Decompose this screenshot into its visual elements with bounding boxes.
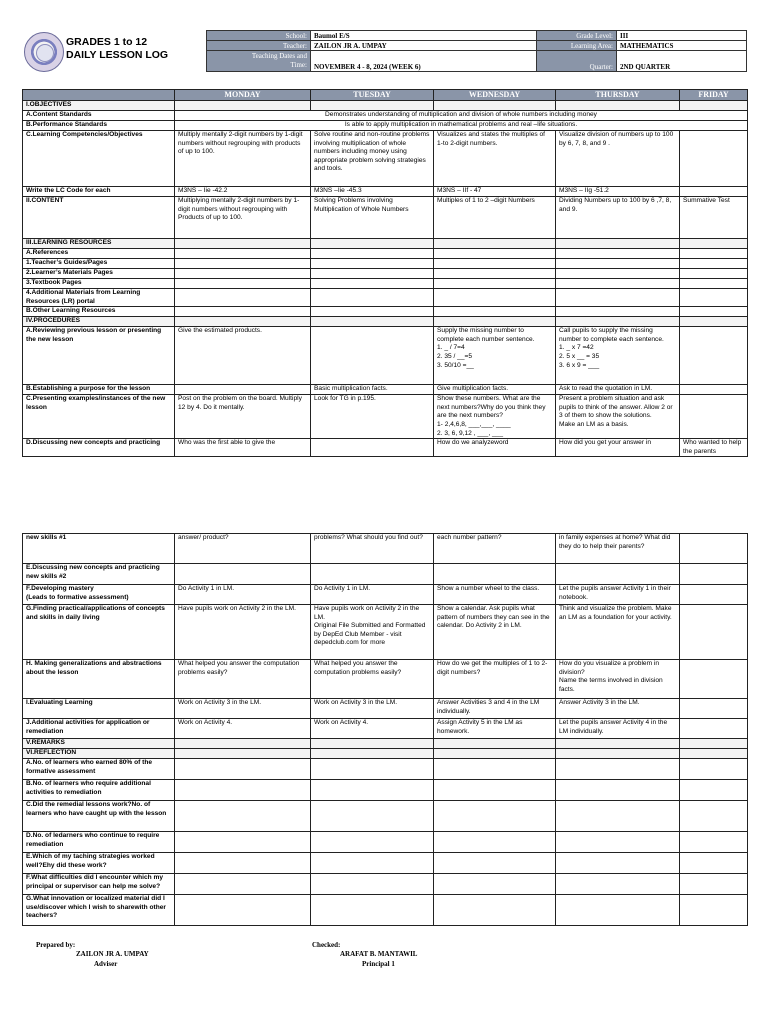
checked-by-label: Checked: [312, 941, 341, 949]
row-label: IV.PROCEDURES [23, 317, 175, 327]
row-label: I.Evaluating Learning [23, 699, 175, 719]
day-cell: Who wanted to help the parents [680, 439, 748, 457]
table-row [23, 439, 748, 457]
day-cell: M3NS – Iie -42.2 [175, 187, 311, 197]
grade-label: Grade Level: [537, 31, 617, 41]
day-cell [434, 289, 556, 307]
day-cell [311, 801, 434, 832]
day-cell [175, 259, 311, 269]
day-cell: Do Activity 1 in LM. [311, 585, 434, 605]
day-cell [680, 780, 748, 801]
day-cell: Present a problem situation and ask pupils to think of the answer. Allow 2 or 3 of them to show the solutions. Make an LM as a basis. [556, 395, 680, 439]
table-row [23, 395, 748, 439]
row-label: F.What difficulties did I encounter which my principal or supervisor can help me solve? [23, 874, 175, 895]
day-cell [680, 279, 748, 289]
day-cell [680, 385, 748, 395]
row-label: 3.Textbook Pages [23, 279, 175, 289]
day-cell [556, 239, 680, 249]
table-row [23, 197, 748, 239]
day-cell: Supply the missing number to complete each number sentence. 1. _ / 7=4 2. 35 / __=5 3. 50/10 =__ [434, 327, 556, 385]
day-cell: Visualizes and states the multiples of 1-to 2-digit numbers. [434, 131, 556, 187]
day-cell: Post on the problem on the board. Multiply 12 by 4. Do it mentally. [175, 395, 311, 439]
row-label: C.Presenting examples/instances of the new lesson [23, 395, 175, 439]
day-cell: Work on Activity 4. [311, 719, 434, 739]
day-cell: How did you get your answer in [556, 439, 680, 457]
day-cell: How do you visualize a problem in division? Name the terms involved in division facts. [556, 660, 680, 699]
day-cell [680, 395, 748, 439]
day-cell [311, 249, 434, 259]
day-cell [556, 307, 680, 317]
table-row [23, 853, 748, 874]
table-row [23, 131, 748, 187]
day-cell: Work on Activity 3 in the LM. [311, 699, 434, 719]
row-label: III.LEARNING RESOURCES [23, 239, 175, 249]
day-cell: Who was the first able to give the [175, 439, 311, 457]
day-cell: What helped you answer the computation problems easily? [311, 660, 434, 699]
day-cell [311, 749, 434, 759]
row-label: VI.REFLECTION [23, 749, 175, 759]
lesson-log-table-2 [22, 533, 748, 926]
row-label: 1.Teacher’s Guides/Pages [23, 259, 175, 269]
day-cell [556, 249, 680, 259]
day-cell [680, 239, 748, 249]
table-row [23, 605, 748, 660]
row-label: G.Finding practical/applications of concepts and skills in daily living [23, 605, 175, 660]
day-cell: Show these numbers. What are the next numbers?Why do you think they are the next numbers? 1- 2,4,6,8, ___,___, ____ 2. 3, 6, 9,12 , ___, ___ [434, 395, 556, 439]
day-header-monday: MONDAY [175, 90, 311, 101]
table-row [23, 719, 748, 739]
table-row [23, 749, 748, 759]
day-cell [434, 564, 556, 585]
day-header-friday: FRIDAY [680, 90, 748, 101]
day-cell [680, 259, 748, 269]
prepared-by-name: ZAILON JR A. UMPAY [76, 950, 149, 958]
day-cell [311, 739, 434, 749]
row-label: A.References [23, 249, 175, 259]
day-cell [680, 749, 748, 759]
table-row [23, 249, 748, 259]
day-cell [680, 719, 748, 739]
day-cell [434, 307, 556, 317]
row-label: B.Establishing a purpose for the lesson [23, 385, 175, 395]
day-cell: How do we get the multiples of 1 to 2-digit numbers? [434, 660, 556, 699]
row-label: new skills #1 [23, 534, 175, 564]
day-cell [680, 585, 748, 605]
row-label: B.No. of learners who require additional activities to remediation [23, 780, 175, 801]
row-label: 2.Learner’s Materials Pages [23, 269, 175, 279]
row-label: I.OBJECTIVES [23, 101, 175, 111]
day-cell [680, 131, 748, 187]
school-value: Baumol E/S [311, 31, 537, 41]
header-info-table [206, 30, 747, 72]
day-cell [680, 699, 748, 719]
day-cell [680, 853, 748, 874]
day-cell [434, 259, 556, 269]
day-cell: Do Activity 1 in LM. [175, 585, 311, 605]
day-cell: Give the estimated products. [175, 327, 311, 385]
day-cell [175, 832, 311, 853]
table-row [23, 327, 748, 385]
day-cell: M3NS – IIg -51.2 [556, 187, 680, 197]
day-cell: M3NS –Iie -45.3 [311, 187, 434, 197]
row-label: G.What innovation or localized material did I use/discover which I wish to sharewith other teachers? [23, 895, 175, 926]
day-cell [680, 187, 748, 197]
table-row [23, 759, 748, 780]
row-label: B.Performance Standards [23, 121, 175, 131]
day-cell [556, 853, 680, 874]
day-cell [434, 749, 556, 759]
day-cell [311, 239, 434, 249]
quarter-label: Quarter: [537, 51, 617, 72]
table-row [23, 279, 748, 289]
label-column-header [23, 90, 175, 101]
day-cell: Assign Activity 5 in the LM as homework. [434, 719, 556, 739]
day-cell [680, 759, 748, 780]
table-row [23, 895, 748, 926]
day-cell [175, 307, 311, 317]
day-cell [311, 289, 434, 307]
day-cell [311, 269, 434, 279]
school-label: School: [207, 31, 311, 41]
day-cell: Answer Activity 3 in the LM. [556, 699, 680, 719]
day-cell: in family expenses at home? What did they do to help their parents? [556, 534, 680, 564]
row-label: V.REMARKS [23, 739, 175, 749]
row-label: II.CONTENT [23, 197, 175, 239]
day-cell [556, 101, 680, 111]
prepared-by-role: Adviser [94, 960, 118, 968]
day-cell: Basic multiplication facts. [311, 385, 434, 395]
day-cell [434, 317, 556, 327]
day-header-wednesday: WEDNESDAY [434, 90, 556, 101]
day-cell [175, 385, 311, 395]
day-cell: Have pupils work on Activity 2 in the LM. Original File Submitted and Formatted by DepEd Club Member - visit depedclub.com for more [311, 605, 434, 660]
day-cell [680, 660, 748, 699]
title-line-1: GRADES 1 to 12 [66, 36, 148, 48]
day-cell [556, 780, 680, 801]
day-cell [311, 564, 434, 585]
row-label: H. Making generalizations and abstractions about the lesson [23, 660, 175, 699]
checked-by-name: ARAFAT B. MANTAWIL [340, 950, 418, 958]
grade-value: III [617, 31, 747, 41]
day-cell [175, 289, 311, 307]
day-cell: Work on Activity 4. [175, 719, 311, 739]
day-cell [556, 801, 680, 832]
day-cell: Think and visualize the problem. Make an LM as a foundation for your activity. [556, 605, 680, 660]
day-cell [311, 832, 434, 853]
day-cell [434, 269, 556, 279]
day-cell [311, 895, 434, 926]
table-row [23, 307, 748, 317]
teacher-value: ZAILON JR A. UMPAY [311, 41, 537, 51]
day-cell [311, 439, 434, 457]
day-cell [680, 832, 748, 853]
day-cell: Let the pupils answer Activity 1 in their notebook. [556, 585, 680, 605]
day-cell [434, 249, 556, 259]
row-label: D.Discussing new concepts and practicing [23, 439, 175, 457]
day-cell: Visualize division of numbers up to 100 by 6, 7, 8, and 9 . [556, 131, 680, 187]
day-cell: How do we analyzeword [434, 439, 556, 457]
table-row [23, 289, 748, 307]
dates-label: Teaching Dates and Time: [207, 51, 311, 72]
day-cell [311, 327, 434, 385]
day-cell [434, 895, 556, 926]
quarter-value: 2ND QUARTER [617, 51, 747, 72]
day-cell: Let the pupils answer Activity 4 in the LM individually. [556, 719, 680, 739]
day-cell [311, 101, 434, 111]
day-cell: Ask to read the quotation in LM. [556, 385, 680, 395]
area-label: Learning Area: [537, 41, 617, 51]
day-cell [175, 874, 311, 895]
day-cell: Give multiplication facts. [434, 385, 556, 395]
table-row [23, 699, 748, 719]
table-row [23, 534, 748, 564]
teacher-label: Teacher: [207, 41, 311, 51]
row-label: C.Did the remedial lessons work?No. of learners who have caught up with the lesson [23, 801, 175, 832]
day-cell: Call pupils to supply the missing number to complete each sentence. 1. _ x 7 =42 2. 5 x __ = 35 3. 6 x 9 = ___ [556, 327, 680, 385]
day-cell: Multiply mentally 2-digit numbers by 1-digit numbers without regrouping with products of up to 100. [175, 131, 311, 187]
day-cell [311, 279, 434, 289]
day-cell: each number pattern? [434, 534, 556, 564]
table-row [23, 585, 748, 605]
day-cell [556, 749, 680, 759]
day-cell [434, 101, 556, 111]
day-cell [311, 853, 434, 874]
deped-seal-icon [24, 32, 64, 72]
dates-value: NOVEMBER 4 - 8, 2024 (WEEK 6) [311, 51, 537, 72]
day-cell [175, 749, 311, 759]
day-cell [556, 739, 680, 749]
day-cell [434, 801, 556, 832]
day-cell: answer/ product? [175, 534, 311, 564]
day-cell [680, 895, 748, 926]
day-cell: Show a calendar. Ask pupils what pattern of numbers they can see in the calendar. Do Activity 2 in LM. [434, 605, 556, 660]
row-label: 4.Additional Materials from Learning Resources (LR) portal [23, 289, 175, 307]
day-cell [680, 317, 748, 327]
day-cell: Look for TG in p.195. [311, 395, 434, 439]
table-row [23, 564, 748, 585]
day-cell: Show a number wheel to the class. [434, 585, 556, 605]
day-cell [680, 101, 748, 111]
table-row [23, 121, 748, 131]
day-cell [434, 239, 556, 249]
day-cell: M3NS – IIf - 47 [434, 187, 556, 197]
table-row [23, 317, 748, 327]
day-cell: Solving Problems involving Multiplication of Whole Numbers [311, 197, 434, 239]
table-row [23, 269, 748, 279]
day-cell [175, 317, 311, 327]
day-cell: Multiplying mentally 2-digit numbers by 1-digit numbers without regrouping with Products of up to 100. [175, 197, 311, 239]
table-row [23, 111, 748, 121]
day-cell: Summative Test [680, 197, 748, 239]
row-label: E.Discussing new concepts and practicing new skills #2 [23, 564, 175, 585]
table-row [23, 660, 748, 699]
day-cell [556, 317, 680, 327]
day-cell [175, 895, 311, 926]
day-cell [175, 249, 311, 259]
day-cell [175, 101, 311, 111]
table-row [23, 187, 748, 197]
day-cell [311, 259, 434, 269]
row-label: J.Additional activities for application or remediation [23, 719, 175, 739]
row-label: D.No. of ledarners who continue to require remediation [23, 832, 175, 853]
row-label: A.Reviewing previous lesson or presenting the new lesson [23, 327, 175, 385]
day-header-tuesday: TUESDAY [311, 90, 434, 101]
day-cell [311, 780, 434, 801]
day-cell [175, 269, 311, 279]
title-line-2: DAILY LESSON LOG [66, 49, 169, 61]
day-cell [680, 249, 748, 259]
row-label: A.Content Standards [23, 111, 175, 121]
day-cell: Dividing Numbers up to 100 by 6 ,7, 8, and 9. [556, 197, 680, 239]
table-row [23, 239, 748, 249]
day-cell [680, 801, 748, 832]
prepared-by-label: Prepared by: [36, 941, 76, 949]
day-cell [680, 564, 748, 585]
day-cell: What helped you answer the computation problems easily? [175, 660, 311, 699]
day-header-thursday: THURSDAY [556, 90, 680, 101]
day-cell [556, 832, 680, 853]
table-row [23, 385, 748, 395]
day-cell: Work on Activity 3 in the LM. [175, 699, 311, 719]
table-row [23, 259, 748, 269]
day-cell: Multiples of 1 to 2 –digit Numbers [434, 197, 556, 239]
day-cell: problems? What should you find out? [311, 534, 434, 564]
day-cell [680, 534, 748, 564]
day-cell [434, 759, 556, 780]
row-label: C.Learning Competencies/Objectives [23, 131, 175, 187]
day-cell [680, 307, 748, 317]
day-cell [680, 289, 748, 307]
day-cell [680, 605, 748, 660]
day-cell [556, 279, 680, 289]
day-cell [175, 853, 311, 874]
day-cell [556, 269, 680, 279]
row-label: Write the LC Code for each [23, 187, 175, 197]
day-cell [556, 564, 680, 585]
day-cell [556, 874, 680, 895]
day-cell [434, 853, 556, 874]
day-cell [434, 780, 556, 801]
row-label: F.Developing mastery (Leads to formative assessment) [23, 585, 175, 605]
day-cell [175, 739, 311, 749]
lesson-log-table-1 [22, 89, 748, 457]
day-cell [311, 759, 434, 780]
lesson-log-header [22, 30, 747, 74]
day-cell [680, 874, 748, 895]
table-row [23, 739, 748, 749]
day-cell [175, 801, 311, 832]
table-row [23, 832, 748, 853]
day-cell [556, 895, 680, 926]
day-cell [311, 874, 434, 895]
table-row [23, 801, 748, 832]
day-cell [434, 832, 556, 853]
day-cell [175, 564, 311, 585]
day-cell [556, 759, 680, 780]
day-cell [311, 317, 434, 327]
day-cell [680, 269, 748, 279]
row-label: A.No. of learners who earned 80% of the formative assessment [23, 759, 175, 780]
spanned-cell: Is able to apply multiplication in mathematical problems and real –life situations. [175, 121, 748, 131]
day-cell [434, 279, 556, 289]
day-cell [680, 739, 748, 749]
table-row [23, 874, 748, 895]
day-cell: Answer Activities 3 and 4 in the LM individually. [434, 699, 556, 719]
table-row [23, 780, 748, 801]
day-cell [175, 239, 311, 249]
area-value: MATHEMATICS [617, 41, 747, 51]
day-cell: Have pupils work on Activity 2 in the LM. [175, 605, 311, 660]
table-row [23, 101, 748, 111]
day-cell [311, 307, 434, 317]
checked-by-role: Principal 1 [362, 960, 395, 968]
day-cell [680, 327, 748, 385]
day-cell [175, 279, 311, 289]
day-cell: Solve routine and non-routine problems involving multiplication of whole numbers including money using appropriate problem solving strategies and tools. [311, 131, 434, 187]
day-cell [175, 759, 311, 780]
row-label: E.Which of my taching strategies worked well?Ehy did these work? [23, 853, 175, 874]
day-cell [434, 874, 556, 895]
day-cell [434, 739, 556, 749]
day-cell [556, 289, 680, 307]
spanned-cell: Demonstrates understanding of multiplication and division of whole numbers including money [175, 111, 748, 121]
row-label: B.Other Learning Resources [23, 307, 175, 317]
day-cell [556, 259, 680, 269]
day-cell [175, 780, 311, 801]
